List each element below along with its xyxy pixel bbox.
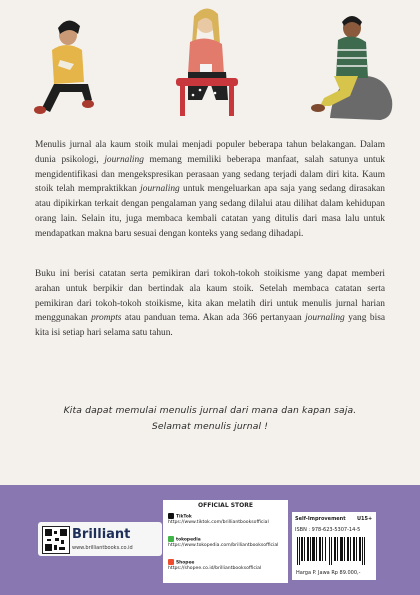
paragraph-book-content xyxy=(35,267,385,341)
official-store-title: OFFICIAL STORE xyxy=(198,502,253,509)
category-label: Self-Improvement xyxy=(295,516,346,522)
quote-line-1: Kita dapat memulai menulis jurnal dari mana dan kapan saja. xyxy=(63,405,357,416)
tiktok-icon xyxy=(168,513,174,519)
isbn-number: ISBN : 978-623-5307-14-5 xyxy=(295,527,361,533)
publisher-brand: Brilliant xyxy=(72,527,131,542)
closing-quote xyxy=(28,403,392,435)
paragraph-intro xyxy=(35,138,385,242)
quote-line-2: Selamat menulis jurnal ! xyxy=(151,421,269,432)
text-segment: untuk mengeluarkan apa saja yang sedang dirasakan atau dipikirkan terkait dengan pengalaman yang sedang dilalui atau dilihat dalam kehidupan orang lain. Selain itu, juga membaca kembali catatan yang ditulis dari masa lalu untuk mendapatkan makna baru sesuai dengan konteks yang sedang dihadapi. xyxy=(35,184,385,239)
text-segment: Menulis jurnal ala kaum stoik mulai menjadi populer beberapa tahun belakangan. Dalam dunia psikologi, xyxy=(35,140,385,165)
text-segment: yang bisa kita isi setiap hari selama satu tahun. xyxy=(35,313,385,339)
text-emphasis: journaling xyxy=(305,313,345,324)
figure-writing-woman xyxy=(176,8,238,116)
store-name: tokopedia xyxy=(176,537,201,543)
figure-sitting-on-rock xyxy=(311,16,392,120)
store-name: TikTok xyxy=(176,514,192,520)
shopee-icon xyxy=(168,559,174,565)
text-emphasis: journaling xyxy=(104,154,144,165)
text-emphasis: prompts xyxy=(91,313,122,324)
store-url: https://shopee.co.id/brilliantbooksofficial xyxy=(168,565,262,571)
qr-code-icon xyxy=(42,526,70,554)
text-segment: memang memiliki beberapa manfaat, salah satunya untuk mengidentifikasi dan mengekspresikan perasaan yang sedang terjadi dalam diri kita. Kaum stoik telah mempraktikkan xyxy=(35,154,385,195)
text-emphasis: journaling xyxy=(140,184,180,195)
age-rating: U15+ xyxy=(357,516,373,522)
store-url: https://www.tiktok.com/brilliantbooksofficial xyxy=(168,519,269,525)
text-segment: atau panduan tema. Akan ada 366 pertanyaan xyxy=(121,313,306,324)
figure-reading-person xyxy=(34,20,94,114)
store-name: Shopee xyxy=(176,560,195,566)
text-segment: Buku ini berisi catatan serta pemikiran dari tokoh-tokoh stoikisme yang dapat memberi arahan untuk berpikir dan bertindak ala kaum stoik. Setelah membaca catatan serta pemikiran dari tokoh-tokoh stoikisme, kita akan melatih diri untuk menulis jurnal harian menggunakan xyxy=(35,269,385,324)
barcode-icon xyxy=(296,537,366,565)
illustration-header xyxy=(0,0,420,125)
store-item-shopee xyxy=(168,559,261,571)
store-item-tokopedia xyxy=(168,536,278,548)
publisher-website: www.brilliantbooks.co.id xyxy=(72,545,133,551)
store-url: https://www.tokopedia.com/brilliantbooksofficial xyxy=(168,542,279,548)
price-label: Harga P. Jawa Rp 89.000,- xyxy=(296,570,361,576)
store-item-tiktok xyxy=(168,513,269,525)
tokopedia-icon xyxy=(168,536,174,542)
